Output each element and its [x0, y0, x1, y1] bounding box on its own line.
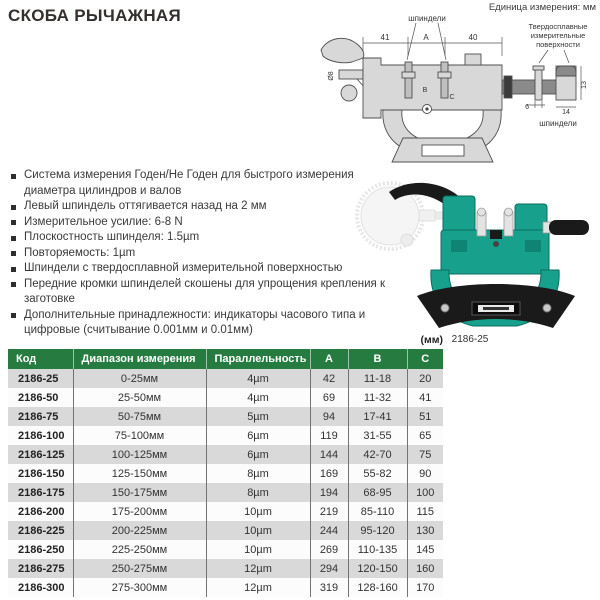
header-C: C [407, 349, 443, 369]
feature-text: Измерительное усилие: 6-8 N [24, 215, 183, 228]
product-photo [345, 170, 595, 333]
header-A: A [310, 349, 348, 369]
cell-range: 250-275мм [73, 559, 206, 578]
feature-item [10, 215, 402, 231]
cell-A: 244 [310, 521, 348, 540]
dimension-lines [363, 33, 502, 56]
cell-C: 115 [407, 502, 443, 521]
cell-code: 2186-175 [18, 486, 65, 499]
table-unit-label: (мм) [420, 334, 443, 346]
features-list [10, 168, 402, 339]
spec-table [8, 349, 443, 597]
cell-parallelism: 6µm [206, 445, 310, 464]
table-row [8, 559, 443, 578]
cell-parallelism: 10µm [206, 502, 310, 521]
feature-item [10, 168, 402, 199]
cell-range: 200-225мм [73, 521, 206, 540]
cell-A: 294 [310, 559, 348, 578]
cell-B: 128-160 [348, 578, 407, 597]
cell-A: 69 [310, 388, 348, 407]
handle-grip-photo [549, 220, 589, 235]
cell-A: 169 [310, 464, 348, 483]
cell-parallelism: 8µm [206, 483, 310, 502]
cell-B: 110-135 [348, 540, 407, 559]
cell-C: 160 [407, 559, 443, 578]
cell-code: 2186-150 [18, 467, 65, 480]
cell-C: 20 [407, 369, 443, 388]
cell-parallelism: 4µm [206, 369, 310, 388]
cell-A: 219 [310, 502, 348, 521]
spindles-bottom-label: шпиндели [539, 119, 577, 128]
product-model-caption: 2186-25 [451, 334, 489, 345]
adjust-screw-dot [426, 108, 428, 110]
clamp-screw-drawing [465, 54, 481, 65]
cell-B: 11-18 [348, 369, 407, 388]
table-row [8, 407, 443, 426]
carbide-note-line1: Твердосплавные [528, 22, 588, 31]
spec-table-header [8, 349, 443, 369]
cell-C: 41 [407, 388, 443, 407]
spec-table-body [8, 369, 443, 597]
cell-range: 75-100мм [73, 426, 206, 445]
cell-range: 150-175мм [73, 483, 206, 502]
cell-A: 144 [310, 445, 348, 464]
cell-B: 17-41 [348, 407, 407, 426]
table-row [8, 540, 443, 559]
cell-B: 68-95 [348, 483, 407, 502]
cell-parallelism: 6µm [206, 426, 310, 445]
gauge-body-drawing [363, 58, 502, 118]
label-B: B [422, 87, 428, 94]
table-row [8, 388, 443, 407]
cell-code: 2186-300 [18, 581, 65, 594]
header-parallelism: Параллельность [206, 349, 310, 369]
cell-parallelism: 12µm [206, 578, 310, 597]
cell-B: 55-82 [348, 464, 407, 483]
center-clamp-photo [490, 230, 502, 239]
table-row [8, 578, 443, 597]
page-title: СКОБА РЫЧАЖНАЯ [8, 6, 181, 25]
cell-range: 275-300мм [73, 578, 206, 597]
cell-code: 2186-275 [18, 562, 65, 575]
cell-range: 100-125мм [73, 445, 206, 464]
cell-A: 94 [310, 407, 348, 426]
technical-drawing [305, 10, 600, 170]
cell-code: 2186-125 [18, 448, 65, 461]
feature-item [10, 230, 402, 246]
carbide-note-line3: поверхности [536, 40, 580, 49]
bullet-square-icon [11, 282, 16, 287]
brand-logo-mark [483, 307, 509, 310]
feature-text: Дополнительные принадлежности: индикаторы часового типа и цифровые (считывание 0.001мм и 0.01мм) [24, 308, 366, 336]
bullet-square-icon [11, 205, 16, 210]
dim-label-A: A [423, 33, 429, 42]
cell-C: 75 [407, 445, 443, 464]
header-range: Диапазон измерения [73, 349, 206, 369]
carbide-detail [525, 22, 588, 128]
unit-of-measure-note: Единица измерения: мм [488, 2, 596, 13]
base-screw-right [543, 304, 551, 312]
cell-A: 319 [310, 578, 348, 597]
cell-B: 85-110 [348, 502, 407, 521]
bullet-square-icon [11, 267, 16, 272]
rod-ring-drawing [504, 76, 512, 98]
bullet-square-icon [11, 236, 16, 241]
cell-range: 225-250мм [73, 540, 206, 559]
cell-A: 269 [310, 540, 348, 559]
cell-range: 0-25мм [73, 369, 206, 388]
cell-C: 170 [407, 578, 443, 597]
cell-code: 2186-200 [18, 505, 65, 518]
cell-C: 130 [407, 521, 443, 540]
table-row [8, 502, 443, 521]
cell-C: 65 [407, 426, 443, 445]
cell-A: 194 [310, 483, 348, 502]
table-row [8, 369, 443, 388]
cell-code: 2186-75 [18, 410, 59, 423]
feature-text: Шпиндели с твердосплавной измерительной поверхностью [24, 262, 343, 274]
cell-B: 95-120 [348, 521, 407, 540]
cell-B: 120-150 [348, 559, 407, 578]
cell-code: 2186-225 [18, 524, 65, 537]
base-plate-drawing [422, 145, 464, 156]
table-row [8, 464, 443, 483]
cell-C: 145 [407, 540, 443, 559]
dim-label-13: 13 [581, 81, 588, 89]
cell-parallelism: 8µm [206, 464, 310, 483]
dim-label-41: 41 [380, 33, 390, 42]
feature-text: Система измерения Годен/Не Годен для быстрого измерения диаметра цилиндров и валов [24, 169, 354, 197]
leader-line [407, 23, 416, 60]
cell-parallelism: 4µm [206, 388, 310, 407]
cell-parallelism: 12µm [206, 559, 310, 578]
lever-arm-drawing [321, 38, 364, 62]
cell-range: 125-150мм [73, 464, 206, 483]
cell-B: 31-55 [348, 426, 407, 445]
feature-item [10, 261, 402, 277]
label-C: C [449, 94, 455, 101]
feature-text: Повторяемость: 1µm [24, 246, 136, 259]
bullet-square-icon [11, 313, 16, 318]
table-row [8, 426, 443, 445]
cell-range: 175-200мм [73, 502, 206, 521]
cell-range: 50-75мм [73, 407, 206, 426]
cell-B: 11-32 [348, 388, 407, 407]
cell-C: 100 [407, 483, 443, 502]
features-section [10, 168, 402, 339]
spindles-top-label: шпиндели [408, 14, 446, 23]
feature-item [10, 246, 402, 262]
bullet-square-icon [11, 220, 16, 225]
cell-C: 51 [407, 407, 443, 426]
table-row [8, 483, 443, 502]
feature-item [10, 199, 402, 215]
center-screw-photo [493, 241, 499, 247]
dim-label-40: 40 [468, 33, 478, 42]
dim-label-d8: Ø8 [328, 71, 335, 81]
carbide-note-line2: измерительные [530, 31, 586, 40]
cell-parallelism: 5µm [206, 407, 310, 426]
header-code: Код [8, 349, 73, 369]
cell-code: 2186-25 [18, 372, 59, 385]
feature-text: Левый шпиндель оттягивается назад на 2 мм [24, 200, 267, 212]
cell-A: 119 [310, 426, 348, 445]
dim-label-14: 14 [562, 109, 570, 116]
table-row [8, 445, 443, 464]
feature-item [10, 277, 402, 308]
cell-code: 2186-50 [18, 391, 59, 404]
cell-parallelism: 10µm [206, 521, 310, 540]
table-row [8, 521, 443, 540]
bullet-square-icon [11, 251, 16, 256]
cell-C: 90 [407, 464, 443, 483]
feature-text: Передние кромки шпинделей скошены для упрощения крепления к заготовке [24, 277, 385, 305]
bullet-square-icon [11, 174, 16, 179]
dim-label-6: 6 [525, 104, 529, 111]
cell-code: 2186-100 [18, 429, 65, 442]
cell-B: 42-70 [348, 445, 407, 464]
cell-code: 2186-250 [18, 543, 65, 556]
cell-range: 25-50мм [73, 388, 206, 407]
header-B: B [348, 349, 407, 369]
cell-A: 42 [310, 369, 348, 388]
base-screw-left [441, 304, 449, 312]
cell-parallelism: 10µm [206, 540, 310, 559]
feature-text: Плоскостность шпинделя: 1.5µm [24, 231, 200, 243]
